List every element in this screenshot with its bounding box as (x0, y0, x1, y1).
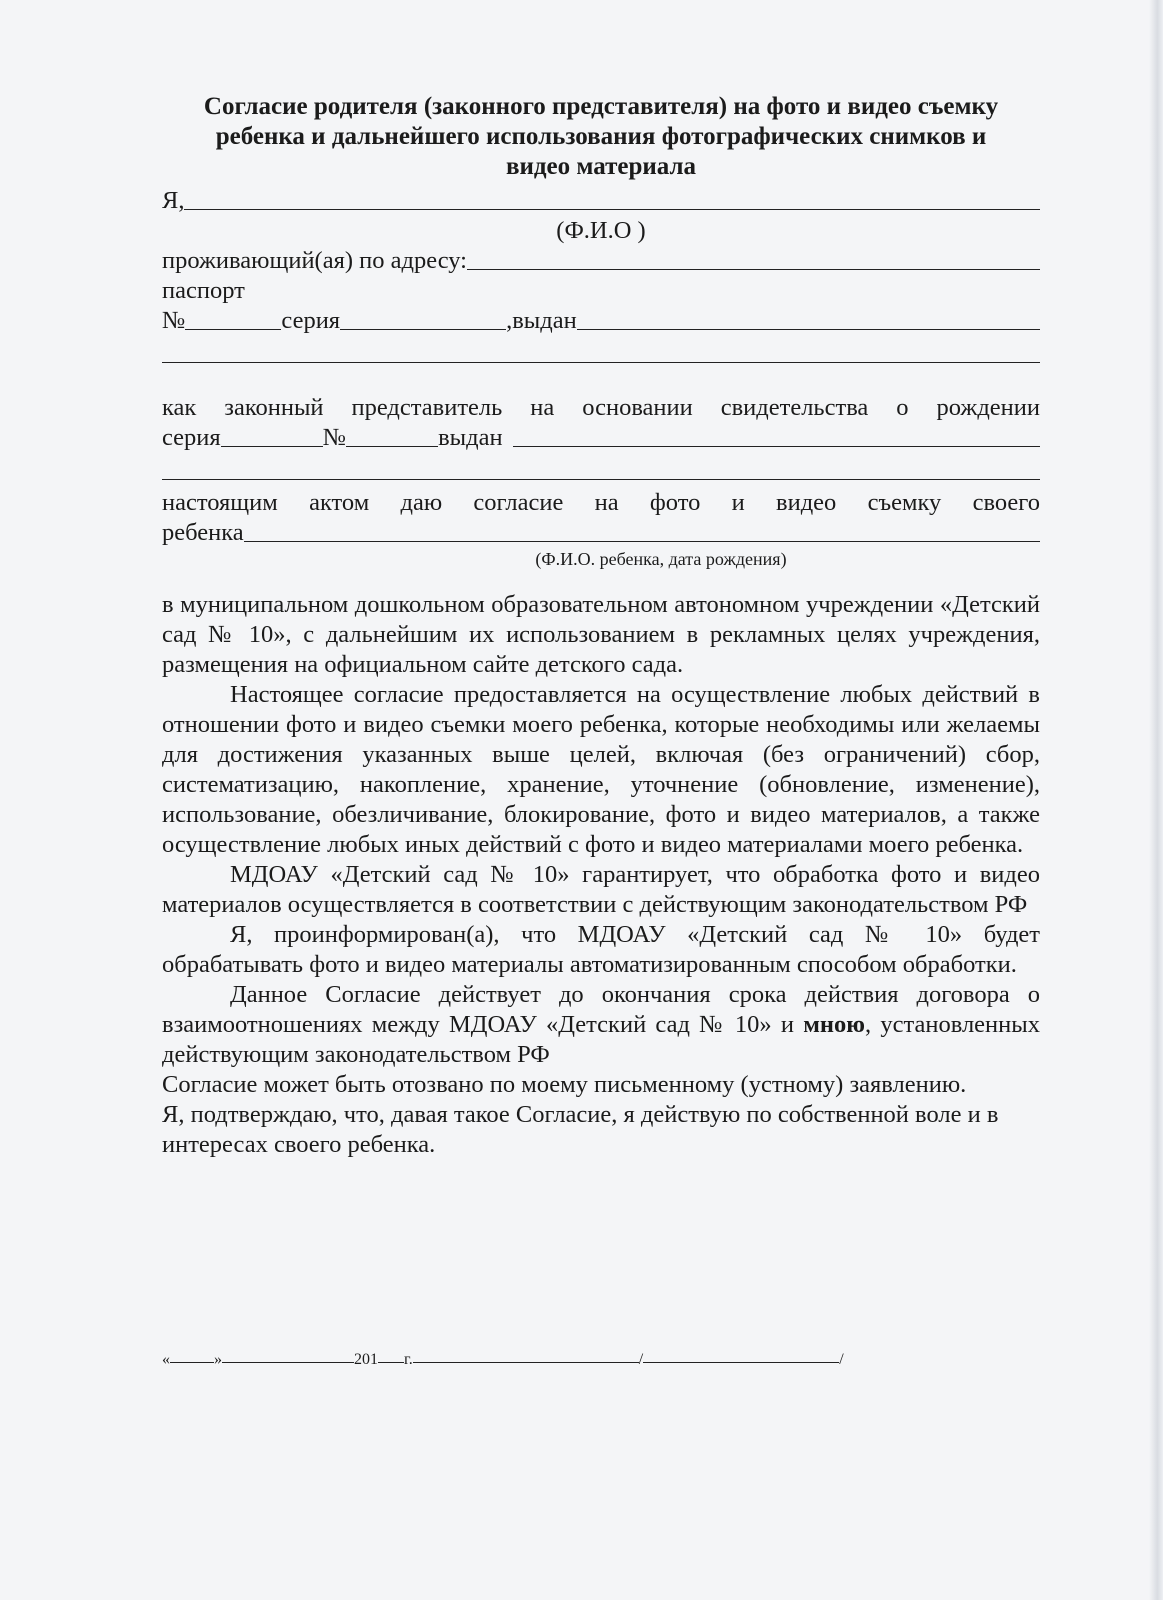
address-label: проживающий(ая) по адресу: (162, 247, 467, 274)
rep-line: как законный представитель на основании свидетельства о рождении (162, 394, 1040, 421)
child-blank[interactable] (244, 519, 1040, 542)
signature-row (162, 1340, 942, 1369)
certificate-extra-blank[interactable] (162, 453, 1040, 480)
open-quote: « (162, 1351, 170, 1368)
passport-label: паспорт (162, 277, 245, 304)
passport-row (162, 306, 1040, 336)
paragraph-3: МДОАУ «Детский сад № 10» гарантирует, что обработка фото и видео материалов осуществляется в соответствии с действующим законодательством РФ (162, 861, 1040, 918)
cert-series-blank[interactable] (221, 424, 323, 447)
title-line-1: Согласие родителя (законного представителя) на фото и видео съемку (203, 93, 999, 120)
passport-number-blank[interactable] (185, 307, 281, 330)
paragraph-2: Настоящее согласие предоставляется на осуществление любых действий в отношении фото и видео съемки моего ребенка, которые необходимы или желаемы для достижения указанных выше целей, включая (без ограничений) сбор, систематизацию, накопление, хранение, уточнение (обновление, изменение), использование, обезличивание, блокирование, фото и видео материалов, а также осуществление любых иных действий с фото и видео материалами моего ребенка. (162, 681, 1040, 858)
paragraph-7: Я, подтверждаю, что, давая такое Согласие, я действую по собственной воле и в интересах своего ребенка. (162, 1101, 999, 1158)
year-prefix: 201 (354, 1351, 378, 1368)
passport-number-label: № (162, 307, 186, 334)
passport-issued-blank[interactable] (577, 307, 1040, 330)
fio-caption: (Ф.И.О ) (556, 217, 646, 244)
year-blank[interactable] (378, 1340, 404, 1363)
passport-extra-blank[interactable] (162, 336, 1040, 363)
title-line-3: видео материала (505, 153, 697, 180)
slash-1: / (638, 1351, 644, 1368)
paragraph-5-bold: мною (803, 1011, 865, 1038)
slash-2: / (839, 1351, 844, 1368)
passport-series-blank[interactable] (340, 307, 506, 330)
paragraph-5-end: , установленных действующим законодательством РФ (162, 1011, 1040, 1068)
title-line-2: ребенка и дальнейшего использования фотографических снимков и (215, 123, 987, 150)
consent-form (162, 92, 1040, 1160)
address-blank[interactable] (467, 247, 1040, 270)
paragraph-4: Я, проинформирован(а), что МДОАУ «Детский сад № 10» будет обрабатывать фото и видео материалы автоматизированным способом обработки. (162, 921, 1040, 978)
close-quote: » (214, 1351, 222, 1368)
day-blank[interactable] (170, 1340, 214, 1363)
cert-number-label: № (322, 424, 347, 451)
paragraph-5-start: Данное Согласие действует до окончания срока действия договора о взаимоотношениях между МДОАУ «Детский сад № 10» и (162, 981, 1040, 1038)
paragraph-5 (162, 980, 1040, 1070)
cert-issued-blank[interactable] (513, 424, 1040, 447)
passport-series-label: серия (281, 307, 341, 334)
year-suffix: г. (404, 1351, 413, 1368)
name-blank[interactable] (643, 1340, 839, 1363)
passport-issued-label: ,выдан (506, 307, 577, 334)
month-blank[interactable] (222, 1340, 354, 1363)
cert-number-blank[interactable] (346, 424, 438, 447)
address-row (162, 246, 1040, 276)
paragraph-1: в муниципальном дошкольном образовательном автономном учреждении «Детский сад № 10», с дальнейшим их использованием в рекламных целях учреждения, размещения на официальном сайте детского сада. (162, 591, 1040, 678)
fio-row (162, 186, 1040, 216)
paragraph-6: Согласие может быть отозвано по моему письменному (устному) заявлению. (162, 1071, 967, 1098)
signature-blank[interactable] (413, 1340, 639, 1363)
child-row (162, 518, 1040, 548)
child-label: ребенка (162, 519, 244, 546)
fio-blank[interactable] (184, 187, 1040, 210)
cert-series-label: серия (162, 424, 221, 451)
child-caption: (Ф.И.О. ребенка, дата рождения) (535, 549, 787, 569)
i-label: Я, (162, 187, 185, 214)
consent-line: настоящим актом даю согласие на фото и видео съемку своего (162, 489, 1040, 516)
cert-issued-label: выдан (438, 424, 503, 451)
certificate-row (162, 423, 1040, 453)
document-title (162, 92, 1040, 182)
